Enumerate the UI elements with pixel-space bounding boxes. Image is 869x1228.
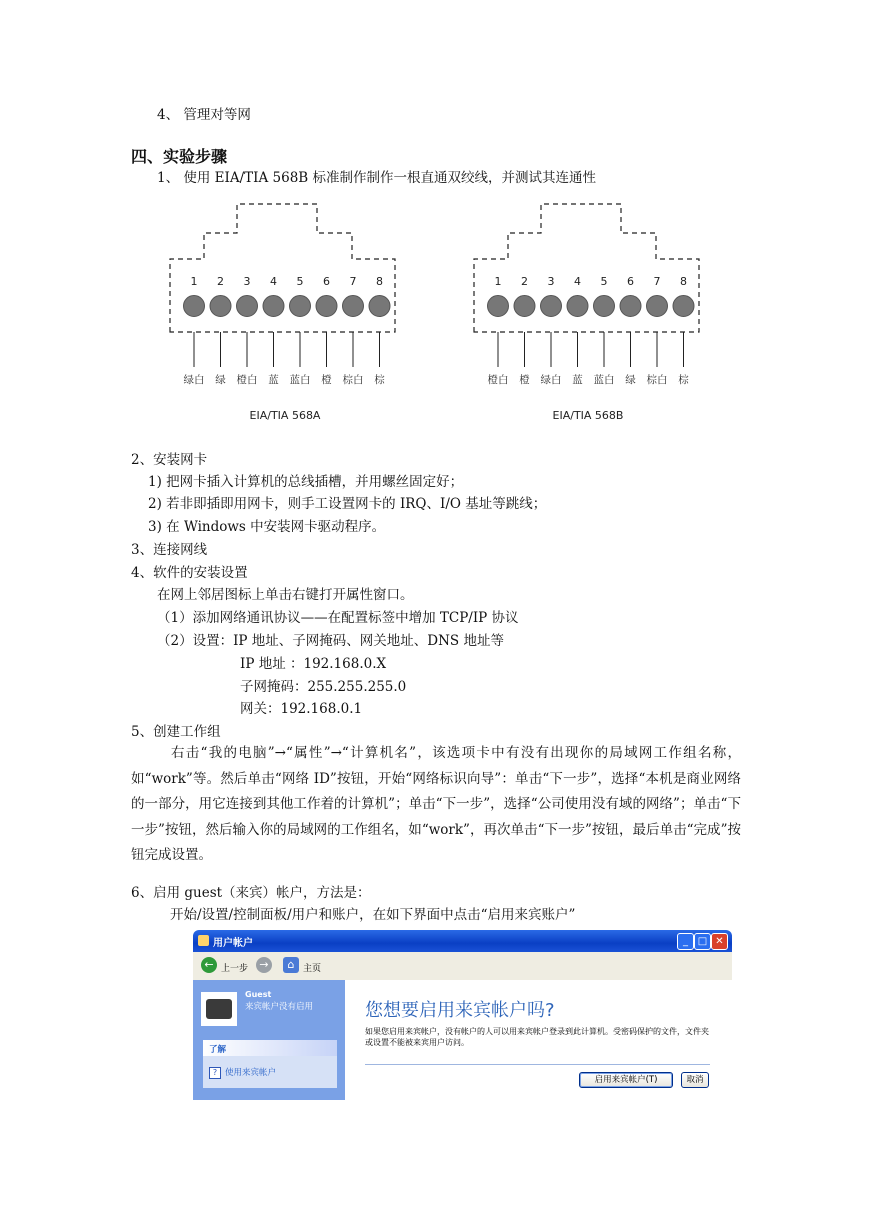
step-2-item-3: 3) 在 Windows 中安装网卡驱动程序。 — [148, 519, 386, 535]
b-pin-4 — [567, 296, 588, 317]
close-icon[interactable]: ✕ — [711, 933, 728, 950]
b-wire-label: 橙白 — [487, 374, 509, 386]
a-pin-number-4: 4 — [270, 275, 277, 288]
maximize-icon[interactable]: □ — [694, 933, 711, 950]
step-2-item-2: 2) 若非即插即用网卡，则手工设置网卡的 IRQ、I/O 基址等跳线； — [148, 496, 547, 512]
b-pin-5 — [594, 296, 615, 317]
guest-help-link[interactable]: 使用来宾帐户 — [225, 1068, 277, 1078]
description-text: 如果您启用来宾帐户，没有帐户的人可以用来宾帐户登录到此计算机。受密码保护的文件，文件夹或设置不能被来宾用户访问。 — [365, 1027, 709, 1047]
b-pin-number-7: 7 — [653, 275, 661, 288]
a-pin-6 — [316, 296, 337, 317]
b-wire-label: 绿白 — [540, 374, 562, 386]
app-icon — [198, 935, 209, 946]
caption-568b: EIA/TIA 568B — [552, 409, 624, 422]
ip-address-line: IP 地址 ：192.168.0.X — [240, 656, 387, 672]
b-pin-6 — [620, 296, 641, 317]
a-pin-number-8: 8 — [376, 275, 383, 288]
b-pin-7 — [647, 296, 668, 317]
step-1-text: 1、 使用 EIA/TIA 568B 标准制作制作一根直通双绞线，并测试其连通性 — [157, 170, 597, 186]
step-4-sub-1: （1）添加网络通讯协议——在配置标签中增加 TCP/IP 协议 — [157, 610, 519, 626]
main-content — [345, 980, 732, 1100]
a-wire-label: 蓝白 — [289, 374, 311, 386]
a-pin-number-7: 7 — [349, 275, 357, 288]
rj45-diagram — [150, 195, 730, 430]
b-pin-number-1: 1 — [494, 275, 502, 288]
step-4-sub-2: （2）设置：IP 地址、子网掩码、网关地址、DNS 地址等 — [157, 633, 504, 649]
b-wire-label: 绿 — [625, 374, 636, 386]
step-6-intro: 开始/设置/控制面板/用户和账户，在如下界面中点击“启用来宾账户” — [170, 907, 576, 923]
a-pin-number-1: 1 — [190, 275, 198, 288]
a-pin-number-3: 3 — [243, 275, 251, 288]
user-picture-icon — [201, 992, 237, 1026]
b-wire-label: 橙 — [519, 374, 530, 386]
a-pin-3 — [237, 296, 258, 317]
gateway-line: 网关：192.168.0.1 — [240, 701, 363, 717]
step-2-item-1: 1) 把网卡插入计算机的总线插槽，并用螺丝固定好； — [148, 474, 464, 490]
user-status: 来宾帐户没有启用 — [245, 1002, 314, 1012]
user-name: Guest — [245, 990, 272, 999]
b-wire-label: 棕白 — [646, 374, 668, 386]
b-pin-8 — [673, 296, 694, 317]
b-pin-number-5: 5 — [600, 275, 608, 288]
a-wire-label: 蓝 — [268, 374, 279, 386]
connector-568a — [170, 204, 395, 386]
section-heading: 四、实验步骤 — [131, 147, 228, 166]
a-pin-1 — [184, 296, 205, 317]
a-pin-5 — [290, 296, 311, 317]
a-pin-2 — [210, 296, 231, 317]
a-wire-label: 绿白 — [183, 374, 205, 386]
cancel-button[interactable]: 取消 — [681, 1072, 709, 1088]
window-toolbar — [193, 952, 732, 981]
question-title: 您想要启用来宾帐户吗? — [365, 1000, 555, 1021]
b-pin-number-8: 8 — [680, 275, 687, 288]
panel-title: 了解 — [209, 1045, 227, 1055]
b-pin-1 — [488, 296, 509, 317]
enable-guest-button[interactable]: 启用来宾帐户(T) — [579, 1072, 673, 1088]
b-pin-number-3: 3 — [547, 275, 555, 288]
caption-568a: EIA/TIA 568A — [249, 409, 321, 422]
b-wire-label: 蓝白 — [593, 374, 615, 386]
a-pin-4 — [263, 296, 284, 317]
b-wire-label: 棕 — [678, 374, 689, 386]
step-4-text: 4、软件的安装设置 — [131, 565, 248, 581]
step-6-text: 6、启用 guest（来宾）帐户，方法是： — [131, 885, 371, 901]
sidebar — [193, 980, 345, 1100]
a-pin-7 — [343, 296, 364, 317]
step-5-text: 5、创建工作组 — [131, 724, 221, 740]
connector-568b — [474, 204, 699, 386]
users-icon: ⌂ — [283, 957, 299, 973]
step-4-intro: 在网上邻居图标上单击右键打开属性窗口。 — [157, 587, 414, 603]
a-wire-label: 橙白 — [236, 374, 258, 386]
forward-arrow-icon[interactable]: → — [256, 957, 272, 973]
b-wire-label: 蓝 — [572, 374, 583, 386]
b-pin-number-6: 6 — [627, 275, 634, 288]
home-button-label[interactable]: 主页 — [303, 964, 322, 974]
minimize-icon[interactable]: _ — [677, 933, 694, 950]
a-wire-label: 绿 — [215, 374, 226, 386]
back-arrow-icon[interactable]: ← — [201, 957, 217, 973]
user-accounts-window — [193, 930, 732, 1100]
item-4-text: 4、 管理对等网 — [157, 107, 251, 123]
a-wire-label: 棕白 — [342, 374, 364, 386]
b-pin-3 — [541, 296, 562, 317]
a-wire-label: 橙 — [321, 374, 332, 386]
b-pin-number-4: 4 — [574, 275, 581, 288]
back-button-label[interactable]: 上一步 — [221, 964, 249, 974]
a-pin-number-6: 6 — [323, 275, 330, 288]
window-title: 用户帐户 — [213, 938, 253, 949]
b-pin-2 — [514, 296, 535, 317]
b-pin-number-2: 2 — [521, 275, 528, 288]
step-2-text: 2、安装网卡 — [131, 452, 208, 468]
subnet-mask-line: 子网掩码：255.255.255.0 — [240, 679, 407, 695]
window-titlebar — [193, 930, 732, 952]
step-5-paragraph: 右击“我的电脑”→“属性”→“计算机名”，该选项卡中有没有出现你的局域网工作组名称，如“work”等。然后单击“网络 ID”按钮，开始“网络标识向导”：单击“下一步”，选择“本机是商业网络的一部分，用它连接到其他工作着的计算机”；单击“下一步”，选择“公司使用没有域的网络”；单击“下一步”按钮，然后输入你的局域网的工作组名，如“work”，再次单击“下一步”按钮，最后单击“完成”按钮完成设置。 — [131, 745, 741, 863]
a-wire-label: 棕 — [374, 374, 385, 386]
help-icon: ? — [209, 1067, 221, 1079]
learn-about-panel — [203, 1040, 337, 1088]
a-pin-number-2: 2 — [217, 275, 224, 288]
divider — [365, 1064, 710, 1065]
a-pin-8 — [369, 296, 390, 317]
step-3-text: 3、连接网线 — [131, 542, 208, 558]
a-pin-number-5: 5 — [296, 275, 304, 288]
